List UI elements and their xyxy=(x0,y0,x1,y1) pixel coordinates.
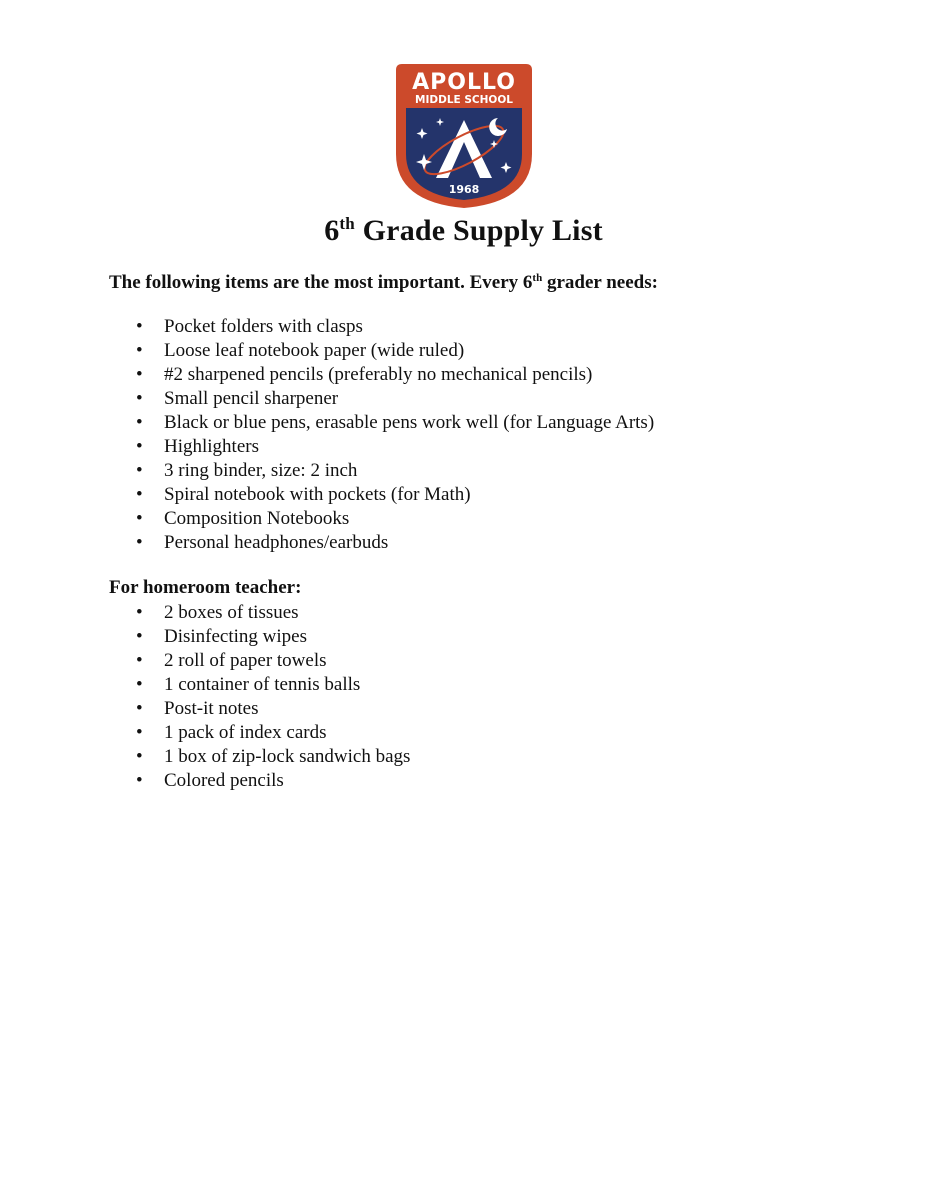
list-item: • Personal headphones/earbuds xyxy=(109,531,654,555)
intro-superscript: th xyxy=(532,272,543,284)
list-item: • Highlighters xyxy=(109,435,654,459)
title-text: Grade Supply List xyxy=(354,214,603,247)
logo-year: 1968 xyxy=(448,183,480,196)
important-items-list xyxy=(109,315,654,555)
list-item: • Small pencil sharpener xyxy=(109,387,654,411)
page-title xyxy=(0,214,927,248)
list-item: • Post-it notes xyxy=(109,697,410,721)
list-item: • Colored pencils xyxy=(109,769,410,793)
list-item: • 2 roll of paper towels xyxy=(109,649,410,673)
homeroom-items-list xyxy=(109,601,410,793)
title-grade: 6 xyxy=(324,214,340,247)
list-item: • Composition Notebooks xyxy=(109,507,654,531)
homeroom-heading: For homeroom teacher: xyxy=(109,577,302,598)
list-item: • 1 container of tennis balls xyxy=(109,673,410,697)
list-item: • 3 ring binder, size: 2 inch xyxy=(109,459,654,483)
list-item: • Disinfecting wipes xyxy=(109,625,410,649)
list-item: • Pocket folders with clasps xyxy=(109,315,654,339)
intro-text xyxy=(109,272,658,294)
title-superscript: th xyxy=(339,214,355,233)
intro-before: The following items are the most important. Every 6 xyxy=(109,272,533,293)
list-item: • 1 box of zip-lock sandwich bags xyxy=(109,745,410,769)
list-item: • Loose leaf notebook paper (wide ruled) xyxy=(109,339,654,363)
list-item: • Spiral notebook with pockets (for Math) xyxy=(109,483,654,507)
list-item: • #2 sharpened pencils (preferably no mechanical pencils) xyxy=(109,363,654,387)
logo-subtitle: MIDDLE SCHOOL xyxy=(415,94,513,106)
list-item: • 1 pack of index cards xyxy=(109,721,410,745)
list-item: • Black or blue pens, erasable pens work well (for Language Arts) xyxy=(109,411,654,435)
list-item: • 2 boxes of tissues xyxy=(109,601,410,625)
logo-name: APOLLO xyxy=(412,70,516,95)
intro-after: grader needs: xyxy=(542,272,658,293)
school-logo xyxy=(394,62,534,210)
